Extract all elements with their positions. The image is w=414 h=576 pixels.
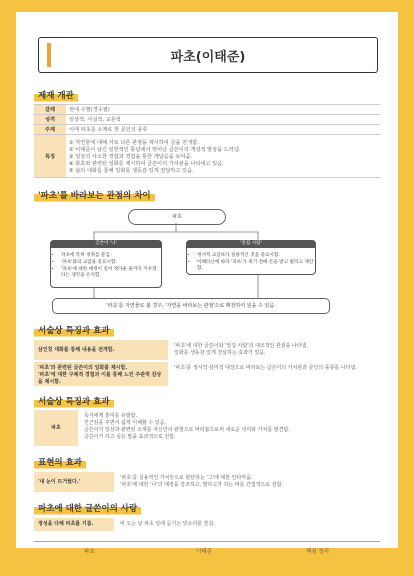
narration-cell <box>80 410 380 446</box>
feature-line: ④ 화초와 관련된 일화를 제시하여 글쓴이의 가치관을 나타내고 있음. <box>69 160 224 167</box>
feature-line: ⑤ 삶의 대화를 통해 일화를 생동감 있게 전달하고 있음. <box>69 167 194 174</box>
section-heading-narration-1: 서술상 특징과 효과 <box>34 322 114 338</box>
line: 독자에게 흥미를 유발함. <box>84 413 138 419</box>
line: '파초'에 대한 '나'의 애정을 강조하고, 말하고자 하는 바를 간접적으로 전함. <box>120 482 284 488</box>
list-item: • '파초'와의 교감을 중요시함. <box>61 259 161 265</box>
expression-cell <box>116 472 380 492</box>
love-label: 정성을 다해 파초를 기름. <box>34 518 114 531</box>
row-value: 일상적, 사실적, 교훈적 <box>66 115 380 125</box>
diagram-top-node: 파초 <box>128 209 226 225</box>
line: '파초'를 실용적인 가치만으로 판단하는 '그'에 대한 안타까움. <box>120 475 253 481</box>
page-title: 파초(이태준) <box>170 50 246 65</box>
section-heading-perspective: '파초'를 바라보는 관점의 차이 <box>34 187 155 203</box>
footer-author: 이태준 <box>196 549 212 555</box>
row-label: 갈래 <box>34 105 66 115</box>
list-item: • 이해타산에 따라 '파초'가 죽기 전에 돈을 받고 팔라고 제안함. <box>197 259 315 271</box>
love-value: 비 오는 날 파초 잎에 듣기는 빗소리를 즐김. <box>120 521 215 527</box>
section-heading-narration-2: 서술상 특징과 효과 <box>34 393 114 409</box>
row-label: 주제 <box>34 125 66 135</box>
row-label: 성격 <box>34 115 66 125</box>
line: '파초'와 관련된 글쓴이의 일화를 제시함. <box>38 365 128 371</box>
narration-cell: '파초'를 정서적·심미적 대상으로 바라보는 글쓴이의 가치관과 문인의 풍류를 나타냄. <box>174 365 357 371</box>
footer-rule <box>34 541 380 542</box>
narration-cell: 삼인칭 대화를 통해 내용을 전개함. <box>34 340 168 360</box>
row-value: 현대 수필(경수필) <box>66 105 380 115</box>
row-value: 이태 파초를 소재로 한 문인의 풍류 <box>66 125 380 135</box>
feature-line: ③ 일상의 사소한 경험과 경험을 통한 깨달음을 보여줌. <box>69 153 193 160</box>
love-table <box>34 518 380 531</box>
footer-work: 파초 <box>84 549 95 555</box>
section-heading-overview: 제재 개관 <box>34 87 78 103</box>
list-item: • 정서적 교감보다 실용적인 것을 중요시함. <box>197 252 315 258</box>
line: 글쓴이의 일상과 관련된 소재를 자신만의 관점으로 바라봄으로써 새로운 의미와 가치를 발견함. <box>84 427 290 433</box>
row-label: 특징 <box>34 135 66 178</box>
narration-label: 파초 <box>34 410 78 446</box>
narration-table-2 <box>34 410 380 446</box>
section-heading-love: 파초에 대한 글쓴이의 사랑 <box>34 500 141 516</box>
feature-line: ① 자연물에 대해 서로 다른 관점을 제시하여 글을 전개함. <box>69 139 199 146</box>
line: 일화를 생동감 있게 전달하는 효과가 있음. <box>174 350 266 356</box>
card-narrator <box>50 240 162 288</box>
narration-cell <box>34 362 168 386</box>
narration-table-1 <box>34 340 380 386</box>
footer-summary: 핵심 정리 <box>306 549 330 555</box>
expression-table <box>34 472 380 492</box>
line: '파초'에 대한 구체적 경험과 이를 통해 느낀 주관적 감상을 제시함. <box>38 372 162 385</box>
section-heading-expression: 표현의 효과 <box>34 454 86 470</box>
line: '파초'에 대한 글쓴이와 '앞집 사람'의 대조적인 관점을 나타냄. <box>174 343 309 349</box>
diagram-bottom-note: '파초'를 자연물로 볼 경우, '자연을 바라보는 관점'으로 확장하여 읽을 수 있음. <box>52 298 330 314</box>
line: 친근감을 주면서 쉽게 이해할 수 있음. <box>84 420 166 426</box>
expression-label: '내 눈이 뜨거웠다.' <box>34 472 114 492</box>
card-neighbor-head: '앞집 사람' <box>186 240 316 248</box>
narration-cell <box>170 340 380 360</box>
feature-line: ② 이태준이 남긴 일반적인 통념에서 벗어난 글쓴이의 개성적 발상을 드러냄. <box>69 146 241 153</box>
list-item: • '파초'에 대한 애정이 깊어 정다운 물까지 키우겠다는 생각을 유지함. <box>61 266 161 278</box>
card-neighbor <box>186 240 316 275</box>
line: 글쓴이가 하고 싶은 말을 효과적으로 전함. <box>84 434 176 440</box>
list-item: • 파초에 특히 정취를 즐김. <box>61 252 161 258</box>
card-narrator-head: 글쓴이 '나' <box>50 240 162 248</box>
